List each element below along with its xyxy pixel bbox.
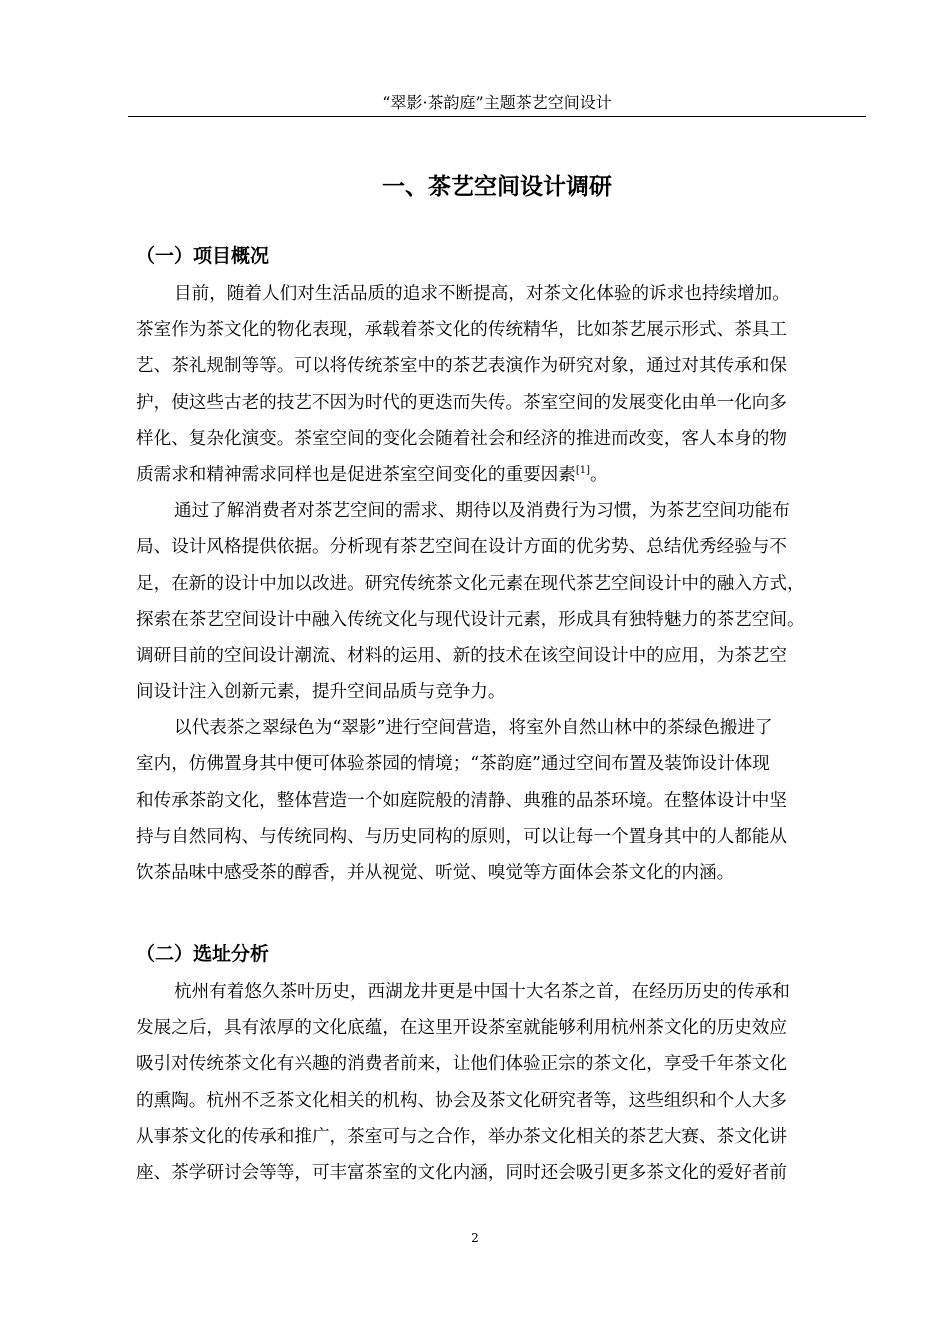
text-line: 目前，随着人们对生活品质的追求不断提高，对茶文化体验的诉求也持续增加。 <box>174 284 790 304</box>
text-line: 室内，仿佛置身其中便可体验茶园的情境；“茶韵庭”通过空间布置及装饰设计体现 <box>136 754 770 775</box>
page-number: 2 <box>471 1231 479 1245</box>
text-line: 以代表茶之翠绿色为“翠影”进行空间营造，将室外自然山林中的茶绿色搬进了 <box>174 718 773 739</box>
text-line: 局、设计风格提供依据。分析现有茶艺空间在设计方面的优劣势、总结优秀经验与不 <box>136 537 787 558</box>
header-rule <box>128 116 866 117</box>
text-line: 质需求和精神需求同样也是促进茶室空间变化的重要因素 <box>136 464 576 485</box>
section-heading-site-analysis: （二）选址分析 <box>136 943 270 965</box>
text-line: 探索在茶艺空间设计中融入传统文化与现代设计元素，形成具有独特魅力的茶艺空间。 <box>136 609 805 630</box>
text-line: 饮茶品味中感受茶的醇香，并从视觉、听觉、嗅觉等方面体会茶文化的内涵。 <box>136 863 735 883</box>
text-line: 吸引对传统茶文化有兴趣的消费者前来，让他们体验正宗的茶文化，享受千年茶文化 <box>136 1054 787 1075</box>
text-line-with-citation <box>136 457 856 493</box>
text-line: 杭州有着悠久茶叶历史，西湖龙井更是中国十大名茶之首，在经历历史的传承和 <box>174 982 790 1002</box>
paragraph-block-overview <box>136 276 856 891</box>
text-line: 座、茶学研讨会等等，可丰富茶室的文化内涵，同时还会吸引更多茶文化的爱好者前 <box>136 1162 787 1183</box>
text-line: 从事茶文化的传承和推广，茶室可与之合作，举办茶文化相关的茶艺大赛、茶文化讲 <box>136 1126 787 1147</box>
chapter-title: 一、茶艺空间设计调研 <box>382 174 612 200</box>
citation-ref: [1] <box>575 464 591 476</box>
line-tail: 。 <box>590 464 608 485</box>
section-heading-overview: （一）项目概况 <box>136 245 270 267</box>
text-line: 护，使这些古老的技艺不因为时代的更迭而失传。茶室空间的发展变化由单一化向多 <box>136 392 787 413</box>
text-line: 调研目前的空间设计潮流、材料的运用、新的技术在该空间设计中的应用，为茶艺空 <box>136 645 787 666</box>
text-line: 间设计注入创新元素，提升空间品质与竞争力。 <box>136 682 506 703</box>
text-line: 和传承茶韵文化，整体营造一个如庭院般的清静、典雅的品茶环境。在整体设计中坚 <box>136 790 787 811</box>
text-line: 样化、复杂化演变。茶室空间的变化会随着社会和经济的推进而改变，客人本身的物 <box>136 428 787 449</box>
text-line: 茶室作为茶文化的物化表现，承载着茶文化的传统精华，比如茶艺展示形式、茶具工 <box>136 320 787 341</box>
text-line: 艺、茶礼规制等等。可以将传统茶室中的茶艺表演作为研究对象，通过对其传承和保 <box>136 356 787 377</box>
text-line: 足，在新的设计中加以改进。研究传统茶文化元素在现代茶艺空间设计中的融入方式， <box>136 573 805 594</box>
paragraph-block-site-analysis <box>136 974 856 1191</box>
text-line: 的熏陶。杭州不乏茶文化相关的机构、协会及茶文化研究者等，这些组织和个人大多 <box>136 1090 787 1111</box>
text-line: 发展之后，具有浓厚的文化底蕴，在这里开设茶室就能够利用杭州茶文化的历史效应 <box>136 1018 787 1039</box>
text-line: 通过了解消费者对茶艺空间的需求、期待以及消费行为习惯，为茶艺空间功能布 <box>174 501 790 522</box>
text-line: 持与自然同构、与传统同构、与历史同构的原则，可以让每一个置身其中的人都能从 <box>136 826 787 847</box>
running-header: “翠影·茶韵庭”主题茶艺空间设计 <box>382 93 612 112</box>
